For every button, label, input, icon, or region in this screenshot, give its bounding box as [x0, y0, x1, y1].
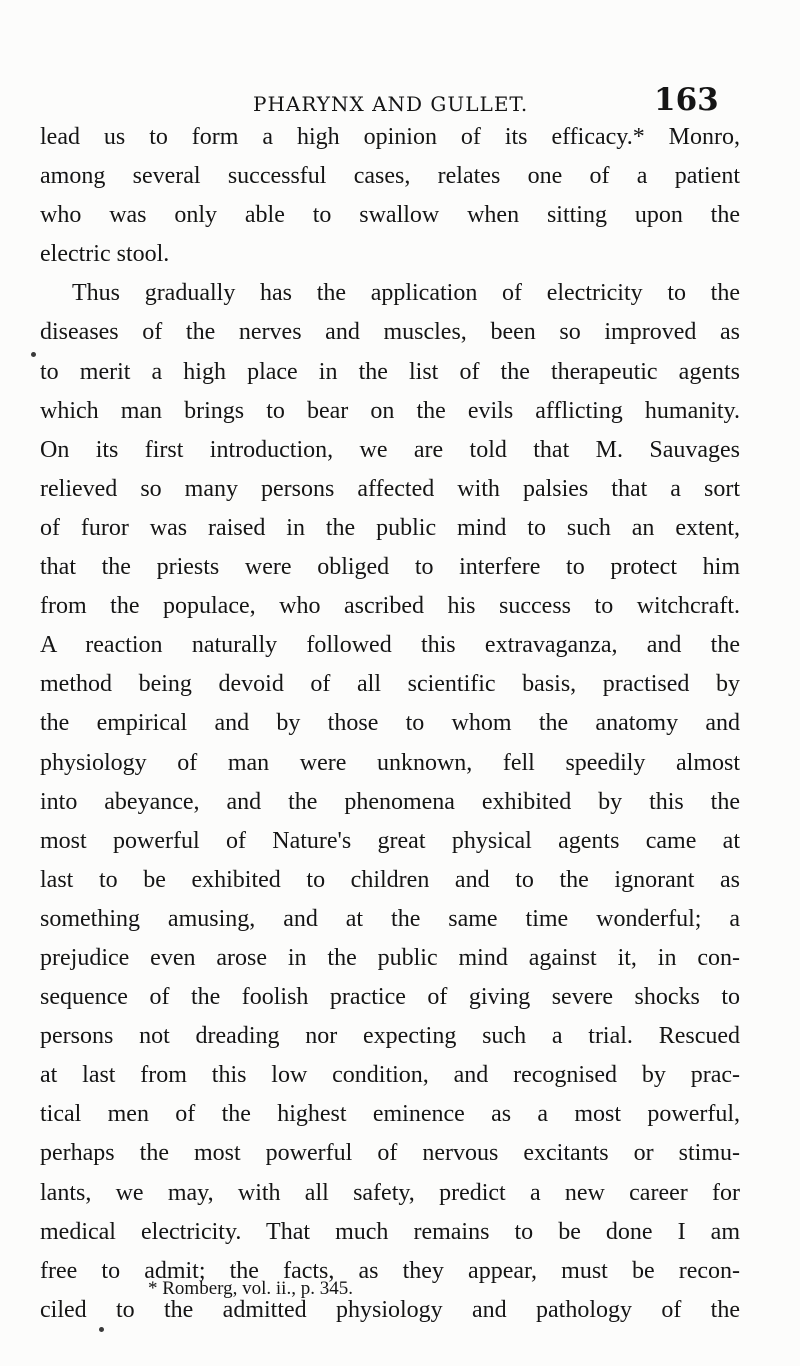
text-line: the empirical and by those to whom the anatomy and	[40, 710, 740, 737]
text-line: electric stool.	[40, 241, 170, 268]
body-text	[40, 118, 740, 1330]
text-line: last to be exhibited to children and to the ignorant as	[40, 866, 740, 893]
text-line: of furor was raised in the public mind to such an extent,	[40, 514, 740, 541]
text-line: lead us to form a high opinion of its efficacy.* Monro,	[40, 124, 740, 150]
text-line: relieved so many persons affected with palsies that a sort	[40, 475, 740, 502]
text-line: something amusing, and at the same time wonderful; a	[40, 905, 740, 932]
running-head	[0, 82, 800, 122]
text-line: lants, we may, with all safety, predict a new career for	[40, 1179, 740, 1206]
text-line: perhaps the most powerful of nervous excitants or stimu-	[40, 1140, 740, 1167]
text-line: at last from this low condition, and recognised by prac-	[40, 1062, 740, 1089]
text-line: ciled to the admitted physiology and pathology of the	[40, 1296, 740, 1323]
text-line: medical electricity. That much remains to be done I am	[40, 1218, 740, 1245]
text-line: which man brings to bear on the evils afflicting humanity.	[40, 397, 740, 424]
text-line: tical men of the highest eminence as a most powerful,	[40, 1101, 740, 1128]
text-line: that the priests were obliged to interfere to protect him	[40, 554, 740, 581]
text-line: sequence of the foolish practice of giving severe shocks to	[40, 984, 740, 1011]
text-line: who was only able to swallow when sitting upon the	[40, 202, 740, 229]
text-line: physiology of man were unknown, fell speedily almost	[40, 749, 740, 776]
text-line: most powerful of Nature's great physical agents came at	[40, 827, 740, 854]
text-line: Thus gradually has the application of electricity to the	[72, 280, 740, 307]
print-speck	[99, 1327, 104, 1332]
footnote: * Romberg, vol. ii., p. 345.	[148, 1278, 353, 1299]
page-number: 163	[654, 82, 719, 118]
text-line: method being devoid of all scientific basis, practised by	[40, 671, 740, 698]
text-line: prejudice even arose in the public mind against it, in con-	[40, 944, 740, 971]
text-line: On its first introduction, we are told that M. Sauvages	[40, 436, 740, 463]
text-line: diseases of the nerves and muscles, been so improved as	[40, 319, 740, 346]
running-title: PHARYNX AND GULLET.	[253, 92, 529, 116]
text-line: from the populace, who ascribed his success to witchcraft.	[40, 593, 740, 620]
print-speck	[31, 352, 36, 357]
text-line: into abeyance, and the phenomena exhibited by this the	[40, 788, 740, 815]
text-line: A reaction naturally followed this extravaganza, and the	[40, 632, 740, 659]
text-line: persons not dreading nor expecting such a trial. Rescued	[40, 1023, 740, 1050]
text-line: among several successful cases, relates one of a patient	[40, 163, 740, 190]
text-line: to merit a high place in the list of the therapeutic agents	[40, 358, 740, 385]
text-line: free to admit; the facts, as they appear, must be recon-	[40, 1257, 740, 1284]
